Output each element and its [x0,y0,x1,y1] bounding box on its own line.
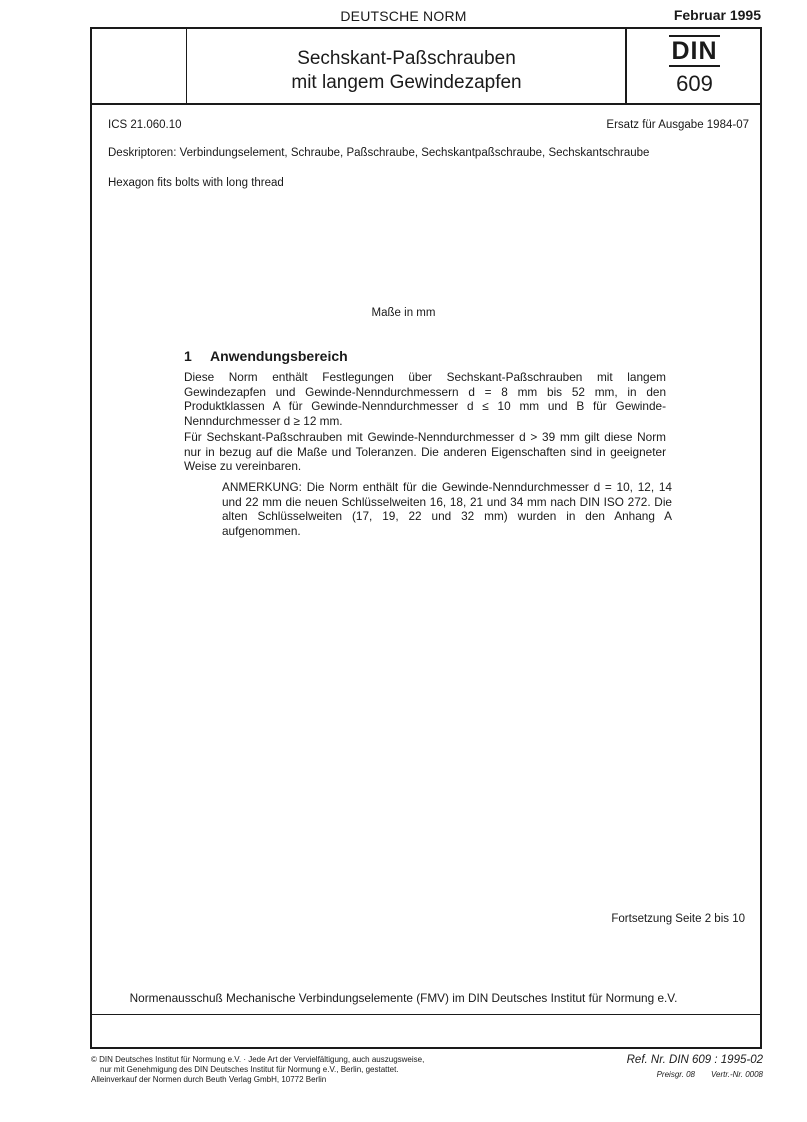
section-number: 1 [184,348,192,364]
section-note: ANMERKUNG: Die Norm enthält für die Gewinde-Nenndurchmesser d = 10, 12, 14 und 22 mm die neuen Schlüsselweiten 16, 18, 21 und 34 mm nach DIN ISO 272. Die alten Schlüsselweiten (17, 19, 22 und 32 mm) wurden in den Anhang A aufgenommen. [222,480,672,538]
copyright-line-1: © DIN Deutsches Institut für Normung e.V. · Jede Art der Vervielfältigung, auch auszugsweise, [91,1055,425,1064]
english-title: Hexagon fits bolts with long thread [108,177,284,189]
continuation-note: Fortsetzung Seite 2 bis 10 [611,913,745,925]
header-divider [90,103,762,105]
standard-title [188,47,625,95]
document-type-label: DEUTSCHE NORM [340,8,467,24]
ics-code: ICS 21.060.10 [108,119,182,131]
price-group: Preisgr. 08 [656,1070,695,1079]
copyright-line-3: Alleinverkauf der Normen durch Beuth Verlag GmbH, 10772 Berlin [91,1075,327,1084]
dimensions-note: Maße in mm [371,307,436,319]
din-logo-text: DIN [671,37,718,65]
descriptors: Deskriptoren: Verbindungselement, Schraube, Paßschraube, Sechskantpaßschraube, Sechskantschraube [108,147,650,159]
header-divider-left [186,27,187,105]
replacement-note: Ersatz für Ausgabe 1984-07 [606,119,749,131]
din-number: 609 [676,71,713,96]
price-info [657,1070,763,1079]
committee-divider [90,1014,762,1015]
copyright-notice [91,1055,424,1085]
title-line-2: mit langem Gewindezapfen [291,72,522,93]
committee-line: Normenausschuß Mechanische Verbindungselemente (FMV) im DIN Deutsches Institut für Normung e.V. [129,991,678,1005]
publication-date: Februar 1995 [673,7,761,23]
section-title: Anwendungsbereich [210,348,348,364]
distribution-number: Vertr.-Nr. 0008 [710,1070,763,1079]
din-logo [627,38,762,64]
title-line-1: Sechskant-Paßschrauben [297,48,516,69]
reference-number: Ref. Nr. DIN 609 : 1995-02 [626,1054,763,1066]
section-paragraph-1: Diese Norm enthält Festlegungen über Sechskant-Paßschrauben mit langem Gewindezapfen und Gewinde-Nenndurchmessern d = 8 mm bis 52 mm, in den Produktklassen A für Gewinde-Nenndurchmesser d ≤ 10 mm und B für Gewinde-Nenndurchmesser d ≥ 12 mm. [184,370,666,428]
copyright-line-2: nur mit Genehmigung des DIN Deutsches Institut für Normung e.V., Berlin, gestattet. [100,1065,399,1074]
section-heading [184,348,348,364]
section-paragraph-2: Für Sechskant-Paßschrauben mit Gewinde-Nenndurchmesser d > 39 mm gilt diese Norm nur in bezug auf die Maße und Toleranzen. Die anderen Eigenschaften sind in geeigneter Weise zu vereinbaren. [184,430,666,474]
